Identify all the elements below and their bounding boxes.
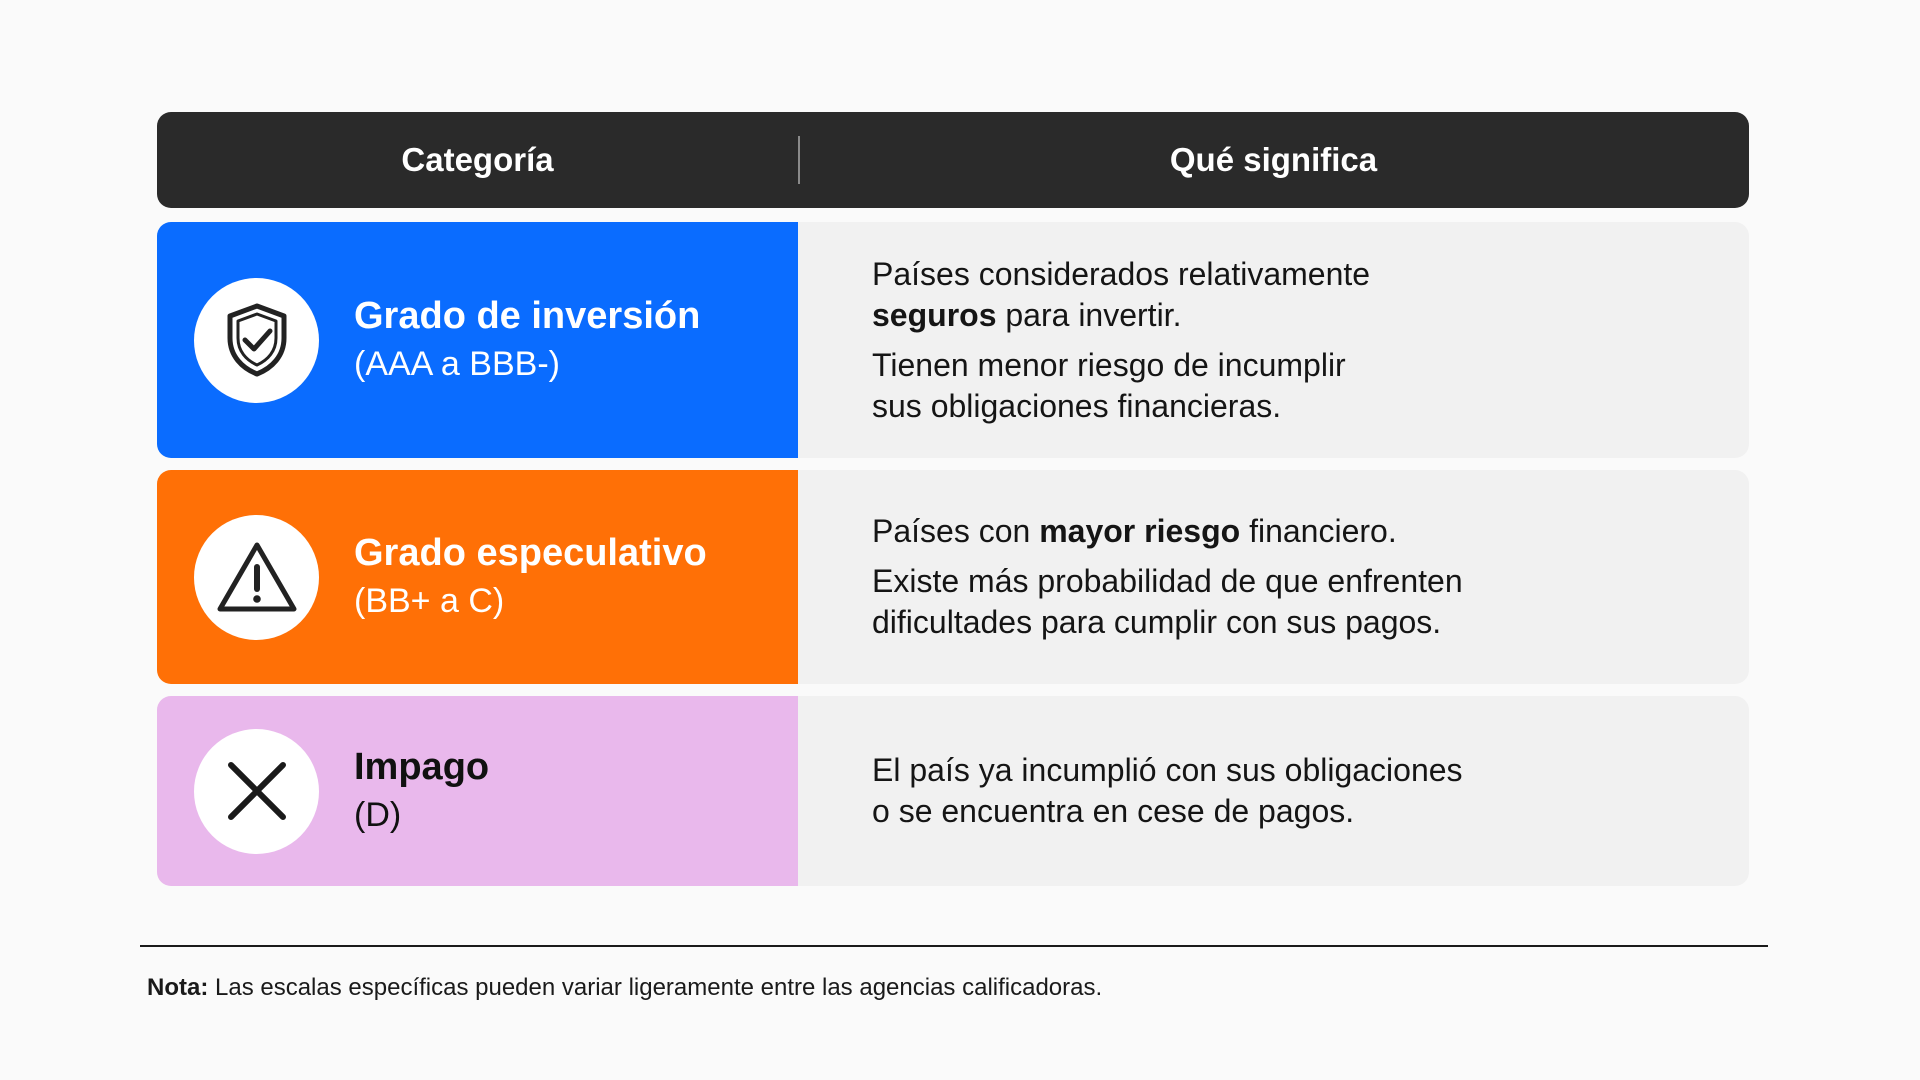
category-range: (AAA a BBB-) [354,345,560,383]
category-text [354,744,489,838]
category-range: (BB+ a C) [354,582,505,620]
ratings-table [157,112,1749,886]
meaning-text: Existe más probabilidad de que enfrenten [872,563,1463,599]
meaning-paragraph [872,561,1749,643]
meaning-text: para invertir. [996,296,1182,333]
icon-badge [194,729,319,854]
category-cell-investment [157,222,798,458]
meaning-emphasis: seguros [872,296,997,333]
category-cell-speculative [157,470,798,684]
footnote-text: Las escalas específicas pueden variar ligeramente entre las agencias calificadoras. [208,974,1103,1001]
category-range: (D) [354,796,402,834]
table-row-default [157,696,1749,886]
meaning-cell-speculative [798,470,1749,684]
meaning-text: Países considerados relativamente [872,255,1371,292]
footnote [147,974,1102,1002]
category-text [354,293,700,387]
icon-badge [194,278,319,403]
category-cell-default [157,696,798,886]
note-divider [140,945,1768,947]
header-category: Categoría [401,141,554,178]
category-title: Grado especulativo [354,532,707,574]
table-header [157,112,1749,208]
meaning-text: Tienen menor riesgo de incumplir [872,346,1346,383]
category-text [354,530,707,624]
table-row-speculative [157,470,1749,684]
category-title: Grado de inversión [354,295,701,337]
close-x-icon [225,759,289,823]
meaning-emphasis: mayor riesgo [1039,513,1241,549]
footnote-label: Nota: [147,974,209,1001]
category-title: Impago [354,746,490,788]
meaning-paragraph [872,511,1749,552]
meaning-text: Países con [872,513,1040,549]
meaning-paragraph [872,750,1749,832]
table-row-investment [157,222,1749,458]
meaning-text: o se encuentra en cese de pagos. [872,793,1355,829]
header-meaning: Qué significa [1169,141,1378,178]
meaning-text: dificultades para cumplir con sus pagos. [872,604,1442,640]
meaning-text: El país ya incumplió con sus obligaciones [872,752,1463,788]
shield-check-icon [222,300,292,380]
meaning-text: financiero. [1240,513,1397,549]
meaning-cell-investment [798,222,1749,458]
icon-badge [194,515,319,640]
warning-icon [215,539,299,615]
header-divider [798,136,800,184]
meaning-paragraph [872,254,1749,336]
meaning-paragraph [872,345,1749,427]
meaning-text: sus obligaciones financieras. [872,387,1282,424]
meaning-cell-default [798,696,1749,886]
